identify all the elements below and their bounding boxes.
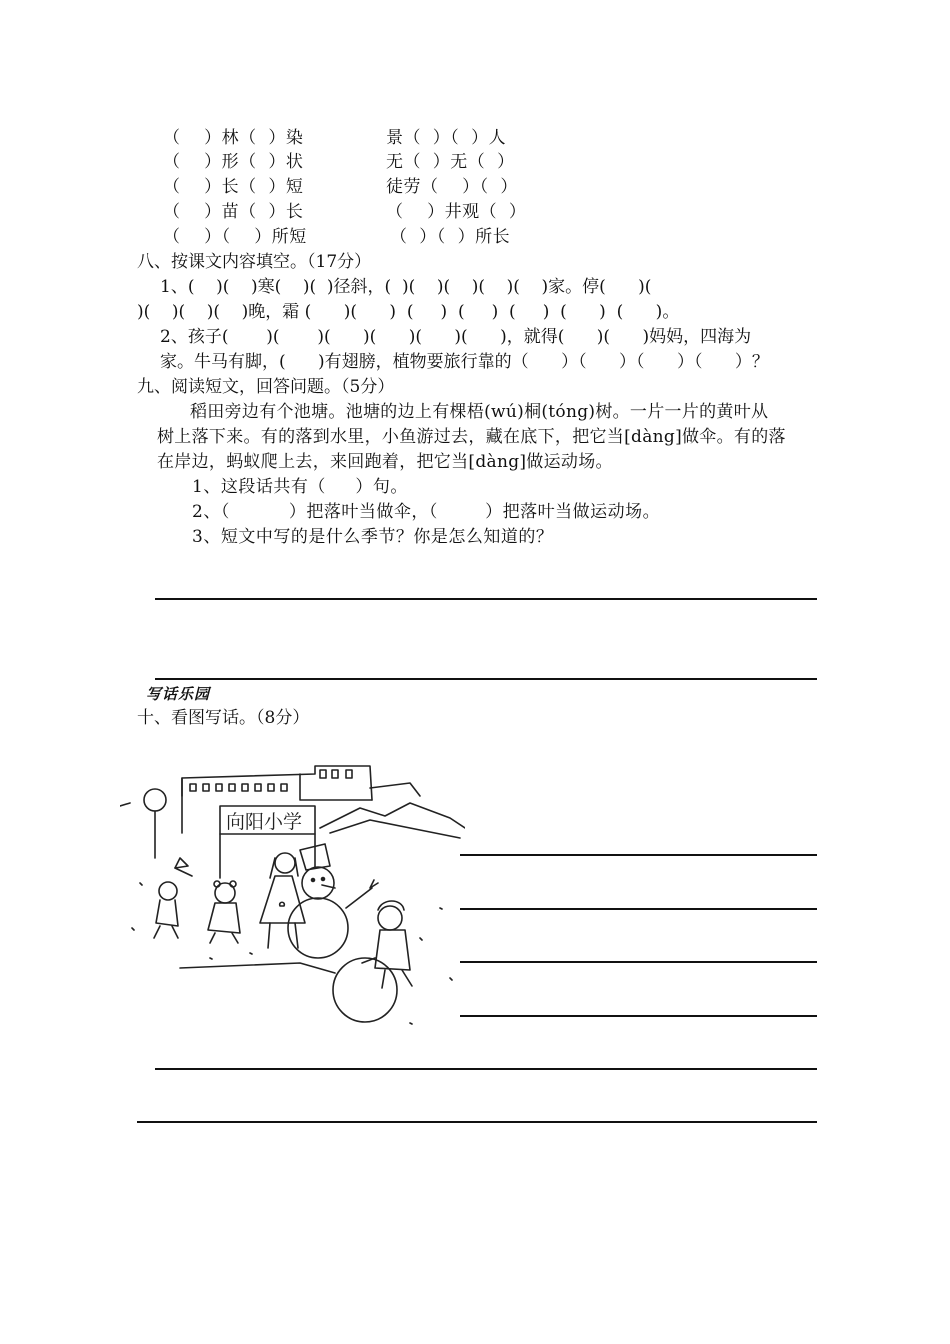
passage-line-3: 在岸边，蚂蚁爬上去，来回跑着，把它当[dàng]做运动场。 bbox=[157, 452, 613, 472]
idiom-right-5: （ ）（ ）所长 bbox=[390, 227, 511, 247]
idiom-left-2: （ ）形（ ）状 bbox=[163, 152, 304, 172]
writing-garden-logo: 写话乐园 bbox=[146, 685, 211, 703]
passage-line-1: 稻田旁边有个池塘。池塘的边上有棵梧(wú)桐(tóng)树。一片一片的黄叶从 bbox=[190, 402, 769, 422]
question-3: 3、短文中写的是什么季节？你是怎么知道的？ bbox=[192, 527, 554, 547]
idiom-left-5: （ ）（ ）所短 bbox=[163, 227, 307, 247]
school-sign: 向阳小学 bbox=[226, 811, 303, 833]
section-8-heading: 八、按课文内容填空。（17分） bbox=[137, 252, 372, 272]
idiom-right-4: （ ）井观（ ） bbox=[386, 202, 527, 222]
passage-line-2: 树上落下来。有的落到水里，小鱼游过去，藏在底下，把它当[dàng]做伞。有的落 bbox=[157, 427, 786, 447]
section-8-line-2: )( )( )( )晚，霜 ( )( ) ( ) ( ) ( ) ( ) ( )。 bbox=[137, 302, 680, 322]
section-8-line-4: 家。牛马有脚，( )有翅膀，植物要旅行靠的（ ）（ ）（ ）（ ）？ bbox=[160, 352, 769, 372]
idiom-right-2: 无（ ）无（ ） bbox=[386, 152, 515, 172]
section-10-heading: 十、看图写话。（8分） bbox=[137, 708, 310, 728]
writing-line-5[interactable] bbox=[155, 1068, 817, 1070]
writing-line-3[interactable] bbox=[460, 961, 817, 963]
writing-line-2[interactable] bbox=[460, 908, 817, 910]
snowman-illustration bbox=[120, 758, 465, 1038]
writing-line-1[interactable] bbox=[460, 854, 817, 856]
section-8-line-3: 2、孩子( )( )( )( )( )( )，就得( )( )妈妈，四海为 bbox=[160, 327, 752, 347]
idiom-left-4: （ ）苗（ ）长 bbox=[163, 202, 304, 222]
idiom-left-3: （ ）长（ ）短 bbox=[163, 177, 304, 197]
idiom-right-1: 景（ ）（ ）人 bbox=[386, 128, 507, 148]
answer-line-2[interactable] bbox=[155, 678, 817, 680]
writing-line-6[interactable] bbox=[137, 1121, 817, 1123]
writing-line-4[interactable] bbox=[460, 1015, 817, 1017]
idiom-left-1: （ ）林（ ）染 bbox=[163, 128, 304, 148]
section-8-line-1: 1、( )( )寒( )( )径斜，( )( )( )( )( )家。停( )( bbox=[160, 277, 652, 297]
question-1: 1、这段话共有（ ）句。 bbox=[192, 477, 408, 497]
idiom-right-3: 徒劳（ ）（ ） bbox=[386, 177, 518, 197]
question-2: 2、（ ）把落叶当做伞，（ ）把落叶当做运动场。 bbox=[192, 502, 661, 522]
answer-line-1[interactable] bbox=[155, 598, 817, 600]
section-9-heading: 九、阅读短文，回答问题。（5分） bbox=[137, 377, 395, 397]
